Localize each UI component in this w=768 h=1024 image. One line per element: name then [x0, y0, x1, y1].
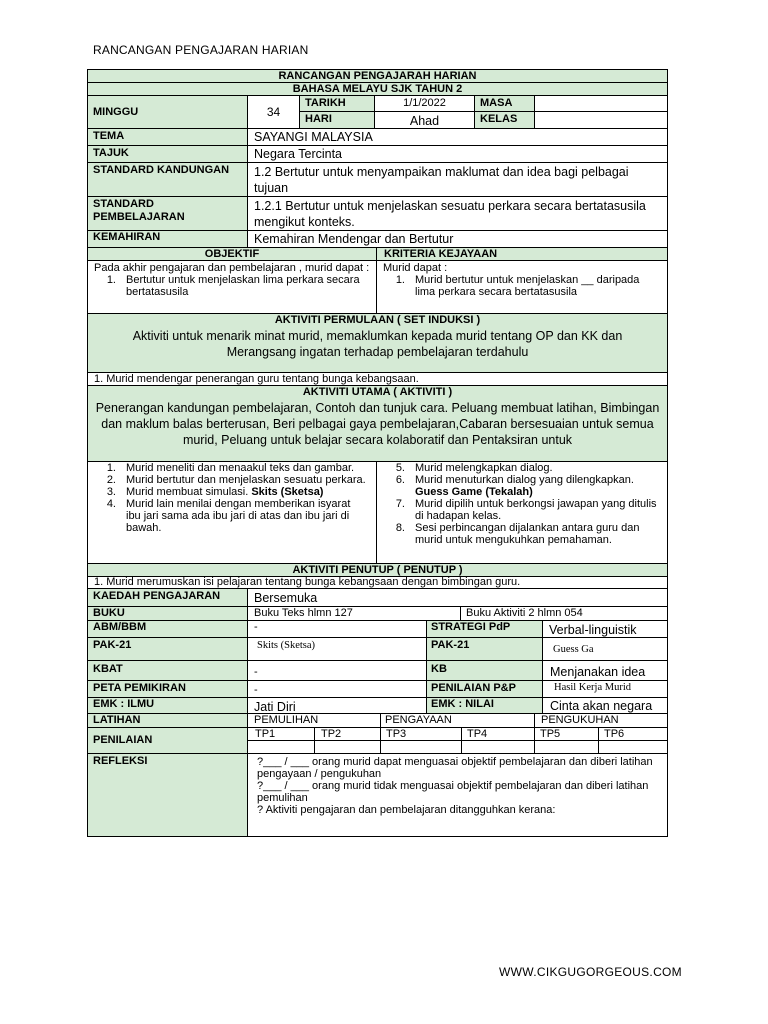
utama-heading: AKTIVITI UTAMA ( AKTIVITI ) — [302, 386, 453, 398]
tajuk-label: TAJUK — [87, 145, 248, 163]
tp-2: TP2 — [314, 727, 381, 741]
standard-kandungan-value: 1.2 Bertutur untuk menyampaikan maklumat dan idea bagi pelbagai tujuan — [247, 162, 668, 197]
pak21-value-b: Guess Ga — [542, 637, 668, 661]
tema-value: SAYANGI MALAYSIA — [247, 128, 668, 146]
pak21-value-a: Skits (Sketsa) — [247, 637, 427, 661]
peta-value: - — [247, 680, 427, 698]
kemahiran-label: KEMAHIRAN — [87, 230, 248, 248]
list-item: 6. Murid menuturkan dialog yang dilengkapkan. Guess Game (Tekalah) — [395, 474, 634, 498]
penutup-item: 1. Murid merumuskan isi pelajaran tentang bunga kebangsaan dengan bimbingan guru. — [87, 576, 668, 589]
tp-6: TP6 — [598, 727, 668, 741]
tp-4-cell — [461, 740, 535, 754]
tp-1: TP1 — [247, 727, 315, 741]
emk-nilai-value: Cinta akan negara — [542, 697, 668, 714]
buku-label: BUKU — [87, 606, 248, 621]
abm-label: ABM/BBM — [87, 620, 248, 638]
kaedah-label: KAEDAH PENGAJARAN — [87, 588, 248, 607]
penutup-heading: AKTIVITI PENUTUP ( PENUTUP ) — [87, 563, 668, 577]
masa-label: MASA — [474, 95, 535, 112]
tp-5-cell — [534, 740, 599, 754]
strategi-label: STRATEGI PdP — [426, 620, 543, 638]
kemahiran-value: Kemahiran Mendengar dan Bertutur — [247, 230, 668, 248]
latihan-pengayaan: PENGAYAAN — [380, 713, 535, 728]
refleksi-cell — [247, 753, 668, 837]
refleksi-label: REFLEKSI — [87, 753, 248, 837]
table-title: RANCANGAN PENGAJARAH HARIAN — [87, 69, 668, 83]
list-item: 8. Sesi perbincangan dijalankan antara guru dan murid untuk mengukuhkan pemahaman. — [395, 522, 640, 546]
tp-4: TP4 — [461, 727, 535, 741]
minggu-label: MINGGU — [87, 95, 248, 129]
emk-nilai-label: EMK : NILAI — [426, 697, 543, 714]
penilaian-pp-label: PENILAIAN P&P — [426, 680, 543, 698]
list-item: 3. Murid membuat simulasi. Skits (Sketsa) — [106, 486, 324, 498]
permulaan-block — [87, 313, 668, 373]
kelas-value — [534, 111, 668, 129]
kriteria-cell — [376, 260, 668, 314]
emk-ilmu-value: Jati Diri — [247, 697, 427, 714]
emk-ilmu-label: EMK : ILMU — [87, 697, 248, 714]
kb-value: Menjanakan idea — [542, 660, 668, 681]
objektif-intro: Pada akhir pengajaran dan pembelajaran , murid dapat : — [94, 262, 370, 274]
objektif-heading: OBJEKTIF — [87, 247, 377, 261]
masa-value — [534, 95, 668, 112]
standard-pembelajaran-value: 1.2.1 Bertutur untuk menjelaskan sesuatu perkara secara bertatasusila mengikut konteks. — [247, 196, 668, 231]
buku-value-1: Buku Teks hlmn 127 — [247, 606, 461, 621]
pak21-label-a: PAK-21 — [87, 637, 248, 661]
tp-1-cell — [247, 740, 315, 754]
latihan-label: LATIHAN — [87, 713, 248, 728]
peta-label: PETA PEMIKIRAN — [87, 680, 248, 698]
list-item: 4. Murid lain menilai dengan memberikan isyarat ibu jari sama ada ibu jari di atas dan ibu jari di bawah. — [106, 498, 351, 534]
tp-2-cell — [314, 740, 381, 754]
refleksi-line-2: ?___ / ___ orang murid tidak menguasai objektif pembelajaran dan diberi latihan pemulihan — [257, 780, 649, 804]
list-item: 1. Murid bertutur untuk menjelaskan __ daripada lima perkara secara bertatasusila — [395, 274, 640, 298]
refleksi-line-3: ? Aktiviti pengajaran dan pembelajaran ditangguhkan kerana: — [257, 804, 556, 816]
kbat-value: - — [247, 660, 427, 681]
refleksi-line-1: ?___ / ___ orang murid dapat menguasai objektif pembelajaran dan diberi latihan pengayaan / pengukuhan — [257, 756, 653, 780]
penilaian-pp-value: Hasil Kerja Murid — [542, 680, 668, 698]
permulaan-item: 1. Murid mendengar penerangan guru tentang bunga kebangsaan. — [87, 372, 668, 386]
objektif-cell — [87, 260, 377, 314]
strategi-value: Verbal-linguistik — [542, 620, 668, 638]
list-item: 5. Murid melengkapkan dialog. — [395, 462, 553, 474]
tarikh-value: 1/1/2022 — [374, 95, 475, 112]
tp-6-cell — [598, 740, 668, 754]
tp-3-cell — [380, 740, 462, 754]
standard-kandungan-label: STANDARD KANDUNGAN — [87, 162, 248, 197]
tema-label: TEMA — [87, 128, 248, 146]
standard-pembelajaran-label: STANDARD PEMBELAJARAN — [87, 196, 248, 231]
list-item: 1. Bertutur untuk menjelaskan lima perkara secara bertatasusila — [106, 274, 360, 298]
footer-url[interactable]: WWW.CIKGUGORGEOUS.COM — [499, 965, 682, 979]
tp-5: TP5 — [534, 727, 599, 741]
buku-value-2: Buku Aktiviti 2 hlmn 054 — [460, 606, 668, 621]
tp-3: TP3 — [380, 727, 462, 741]
permulaan-desc: Aktiviti untuk menarik minat murid, memaklumkan kepada murid tentang OP dan KK dan Merangsang ingatan terhadap pembelajaran terdahulu — [132, 329, 623, 359]
penilaian-label: PENILAIAN — [87, 727, 248, 754]
kelas-label: KELAS — [474, 111, 535, 129]
kriteria-heading: KRITERIA KEJAYAAN — [376, 247, 668, 261]
latihan-pemulihan: PEMULIHAN — [247, 713, 381, 728]
tajuk-value: Negara Tercinta — [247, 145, 668, 163]
abm-value: - — [247, 620, 427, 638]
kriteria-intro: Murid dapat : — [383, 262, 448, 274]
utama-desc: Penerangan kandungan pembelajaran, Contoh dan tunjuk cara. Peluang membuat latihan, Bimbingan dan maklum balas berterusan, Beri pelbagai gaya pembelajaran,Cabaran bersesuaian untuk semua murid, Peluang untuk belajar secara kolaboratif dan Pentaksiran untuk — [95, 401, 660, 447]
hari-label: HARI — [299, 111, 375, 129]
kbat-label: KBAT — [87, 660, 248, 681]
pak21-label-b: PAK-21 — [426, 637, 543, 661]
list-item: 2. Murid bertutur dan menjelaskan sesuatu perkara. — [106, 474, 366, 486]
hari-value: Ahad — [374, 111, 475, 129]
utama-block — [87, 385, 668, 462]
kaedah-value: Bersemuka — [247, 588, 668, 607]
page-heading: RANCANGAN PENGAJARAN HARIAN — [93, 43, 309, 57]
latihan-pengukuhan: PENGUKUHAN — [534, 713, 668, 728]
minggu-value: 34 — [247, 95, 300, 129]
list-item: 7. Murid dipilih untuk berkongsi jawapan yang ditulis di hadapan kelas. — [395, 498, 657, 522]
utama-left-cell — [87, 461, 377, 564]
utama-right-cell — [376, 461, 668, 564]
permulaan-heading: AKTIVITI PERMULAAN ( SET INDUKSI ) — [274, 314, 481, 326]
list-item: 1. Murid meneliti dan menaakul teks dan gambar. — [106, 462, 355, 474]
kb-label: KB — [426, 660, 543, 681]
table-subtitle: BAHASA MELAYU SJK TAHUN 2 — [87, 82, 668, 96]
tarikh-label: TARIKH — [299, 95, 375, 112]
